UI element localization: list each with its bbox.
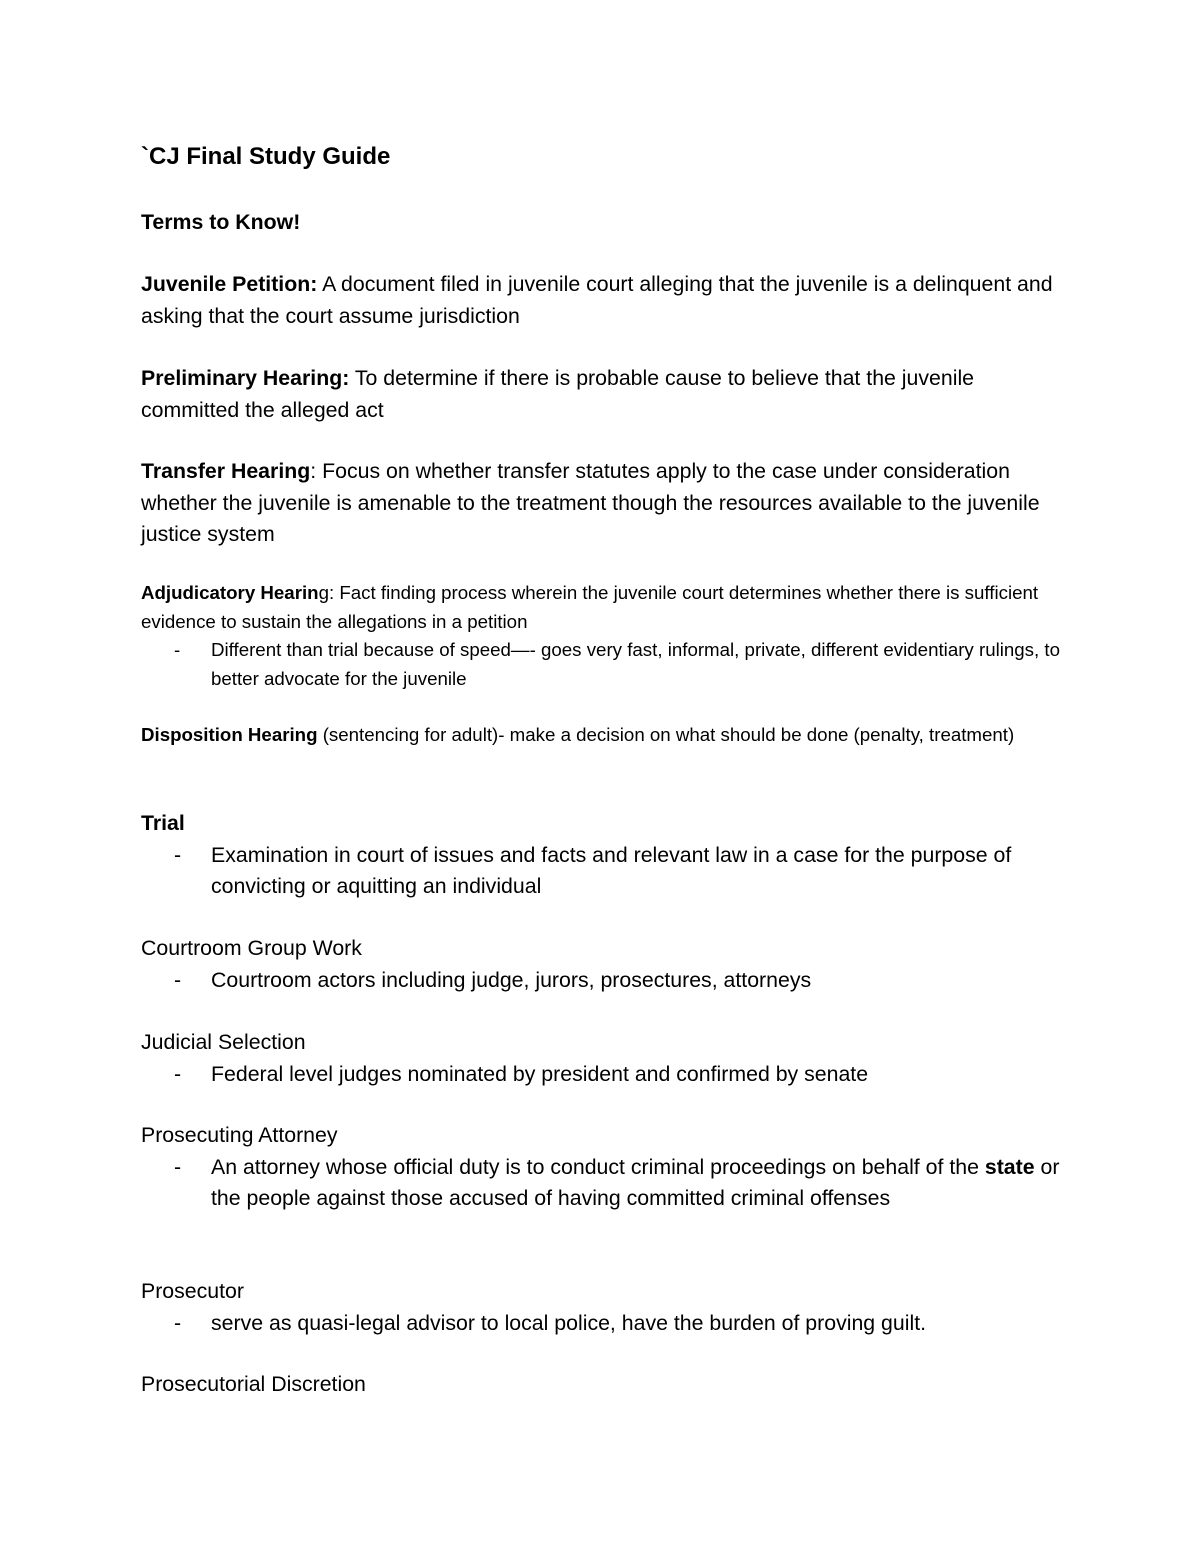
entry-prosecutor [141, 1276, 1061, 1339]
dash-bullet: - [174, 842, 182, 867]
entry-disposition-hearing [141, 721, 1061, 750]
bullet-list [141, 965, 1061, 997]
list-item [141, 840, 1061, 903]
term-label: Prosecuting Attorney [141, 1123, 338, 1147]
list-item-text: Courtroom actors including judge, jurors, prosectures, attorneys [211, 967, 812, 992]
list-item-text-continued: or the people against those accused of having committed criminal offenses [211, 1154, 1060, 1210]
document-title: `CJ Final Study Guide [141, 143, 391, 170]
list-item [141, 1059, 1061, 1091]
list-item-text: Federal level judges nominated by president and confirmed by senate [211, 1061, 869, 1086]
term-label: Preliminary Hearing: [141, 366, 350, 390]
list-item [141, 1152, 1061, 1215]
bullet-list [141, 1059, 1061, 1091]
list-item [141, 965, 1061, 997]
term-definition: : Focus on whether transfer statutes apply to the case under consideration whether the juvenile is amenable to the treatment though the resources available to the juvenile justice system [141, 459, 1040, 546]
emphasis-state: state [984, 1154, 1035, 1179]
list-item-text: Examination in court of issues and facts and relevant law in a case for the purpose of convicting or aquitting an individual [211, 842, 1012, 898]
bullet-list [141, 840, 1061, 903]
entry-transfer-hearing [141, 456, 1061, 551]
terms-heading: Terms to Know! [141, 210, 301, 234]
term-label: Judicial Selection [141, 1030, 306, 1054]
bullet-list [141, 1308, 1061, 1340]
list-item-text: Different than trial because of speed—- goes very fast, informal, private, different evidentiary rulings, to better advocate for the juvenile [211, 639, 1060, 689]
entry-prosecuting-attorney [141, 1120, 1061, 1215]
term-label: Juvenile Petition: [141, 272, 318, 296]
term-label: Transfer Hearing [141, 459, 311, 483]
entry-prosecutorial-discretion [141, 1369, 1061, 1401]
entry-courtroom-group-work [141, 933, 1061, 996]
list-item-text: An attorney whose official duty is to conduct criminal proceedings on behalf of the [211, 1154, 985, 1179]
entry-adjudicatory-hearing [141, 579, 1061, 693]
dash-bullet: - [174, 1154, 182, 1179]
list-item-text: serve as quasi-legal advisor to local police, have the burden of proving guilt. [211, 1310, 927, 1335]
entry-preliminary-hearing [141, 363, 1061, 426]
term-definition: g: Fact finding process wherein the juvenile court determines whether there is sufficient evidence to sustain the allegations in a petition [141, 582, 1039, 632]
dash-bullet: - [174, 1061, 182, 1086]
list-item [141, 636, 1061, 693]
term-definition: (sentencing for adult)- make a decision on what should be done (penalty, treatment) [317, 724, 1015, 745]
entry-trial [141, 808, 1061, 903]
term-label: Adjudicatory Hearin [141, 582, 319, 603]
term-label: Courtroom Group Work [141, 936, 362, 960]
term-label: Prosecutorial Discretion [141, 1372, 366, 1396]
dash-bullet: - [174, 639, 181, 660]
entry-judicial-selection [141, 1027, 1061, 1090]
term-label: Disposition Hearing [141, 724, 318, 745]
entry-text [141, 579, 1061, 636]
entry-juvenile-petition [141, 269, 1061, 332]
dash-bullet: - [174, 967, 182, 992]
term-definition: To determine if there is probable cause to believe that the juvenile committed the alleged act [141, 366, 975, 422]
term-label: Prosecutor [141, 1279, 244, 1303]
term-label: Trial [141, 811, 185, 835]
bullet-list [141, 1152, 1061, 1215]
term-definition: A document filed in juvenile court alleging that the juvenile is a delinquent and asking that the court assume jurisdiction [141, 272, 1053, 328]
list-item [141, 1308, 1061, 1340]
dash-bullet: - [174, 1310, 182, 1335]
bullet-list [141, 636, 1061, 693]
